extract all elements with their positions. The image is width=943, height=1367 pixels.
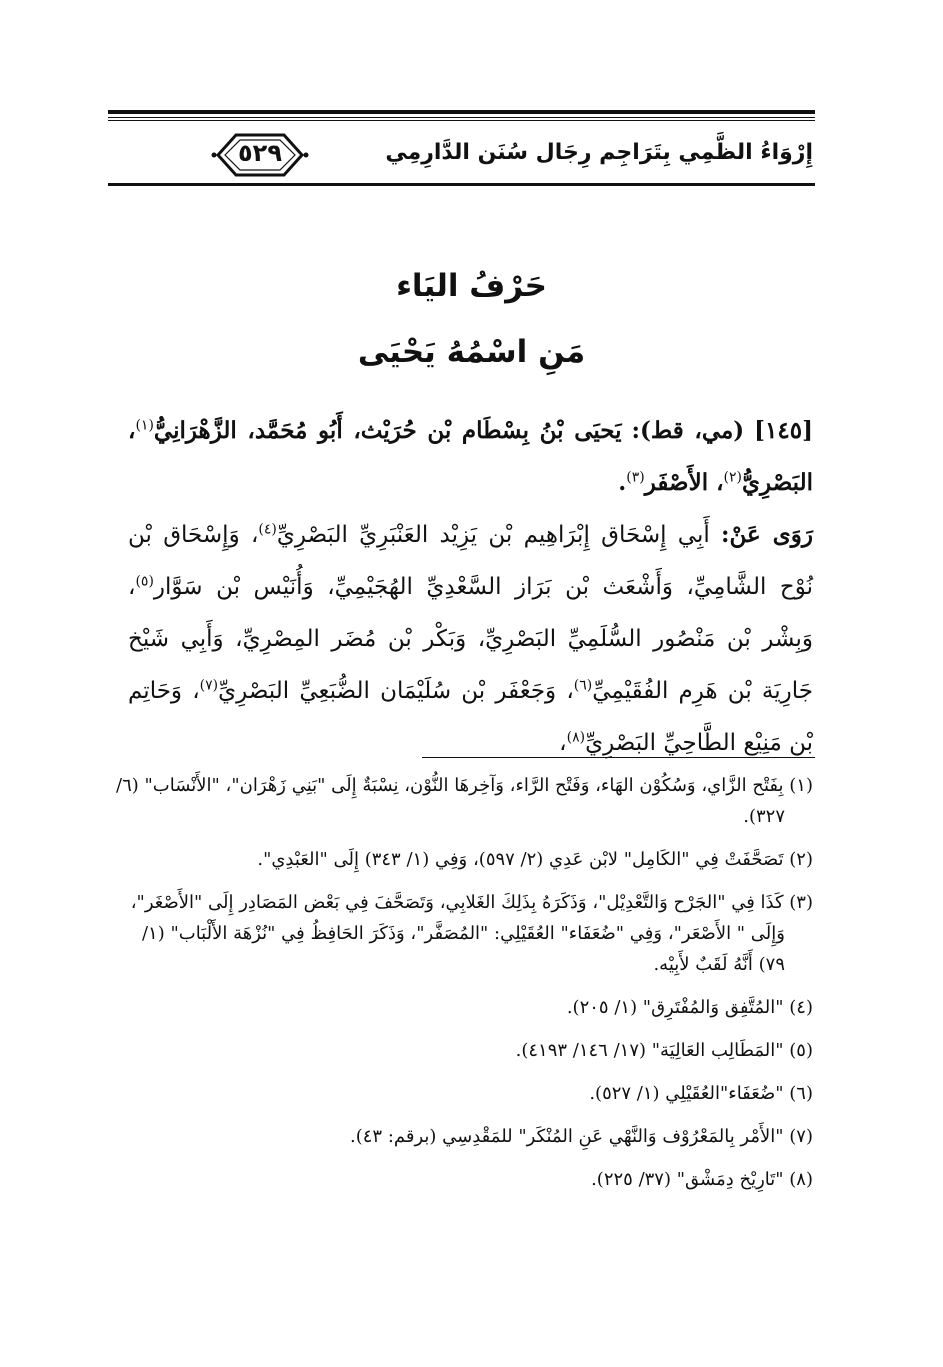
main-text [128, 405, 813, 769]
header-rule-bottom [108, 183, 815, 186]
footnote-6: (٦) "ضُعَفَاء"العُقَيْلِي (١/ ٥٢٧). [589, 1083, 813, 1104]
entry-nisba: البَصْرِيُّ [742, 469, 813, 496]
page-number-badge [210, 127, 310, 183]
entry-laqab: الأَصْفَر [644, 469, 709, 496]
footnote-4: (٤) "المُتَّفِق وَالمُفْتَرِق" (١/ ٢٠٥). [566, 997, 813, 1018]
footnote-5: (٥) "المَطَالِب العَالِيَة" (١٧/ ١٤٦/ ٤١٩٣). [515, 1040, 813, 1061]
narrators-text-4: ، وَجَعْفَر بْن سُلَيْمَان الضُّبَعِيِّ البَصْرِيِّ [218, 678, 574, 704]
entry-number: [١٤٥] [754, 417, 813, 444]
footnote-1: (١) بِفَتْح الزَّاي، وَسُكُوْن الهَاء، وَفَتْح الرَّاء، وَآخِرهَا النُّوْن، نِسْبَةٌ إِلَى "بَنِي زَهْرَان"، "الأَنْسَاب" (٦/ ٣٢٧). [116, 775, 813, 827]
footnote-8: (٨) "تَارِيْخ دِمَشْق" (٣٧/ ٢٢٥). [591, 1169, 813, 1190]
entry-sigla: (مي، قط): [631, 417, 745, 444]
footnote-ref-3[interactable]: (٣) [626, 469, 645, 486]
entry-separator-1: ، [128, 417, 136, 444]
footnote-ref-7[interactable]: (٧) [199, 677, 219, 694]
entry-name: يَحيَى بْنُ بِسْطَام بْن حُرَيْث، أَبُو مُحَمَّد، الزَّهْرَانِيُّ [153, 417, 622, 444]
footnote-ref-6[interactable]: (٦) [573, 677, 593, 694]
footnote-ref-8[interactable]: (٨) [566, 729, 586, 746]
running-title: إِرْوَاءُ الظَّمِي بِتَرَاجِم رِجَال سُنَن الدَّارِمِي [385, 140, 813, 165]
entry-end: . [618, 469, 627, 496]
footnote-7: (٧) "الأَمْر بِالمَعْرُوْف وَالنَّهْي عَنِ المُنْكَر" للمَقْدِسِي (برقم: ٤٣). [350, 1126, 813, 1147]
header-rule-thin-2 [108, 120, 815, 121]
entry-separator-2: ، [708, 469, 724, 496]
narrators-text-3: ، وَبِشْر بْن مَنْصُور السُّلَمِيِّ البَصْرِيِّ، وَبَكْر بْن مُضَر المِصْرِيِّ، وَأَبِي شَيْخ جَارِيَة بْن هَرِم الفُقَيْمِيِّ [128, 574, 813, 704]
narrators-paragraph [128, 509, 813, 769]
letter-section-heading: حَرْفُ اليَاء [396, 268, 547, 304]
footnote-2: (٢) تَصَحَّفَتْ فِي "الكَامِل" لابْن عَدِي (٢/ ٥٩٧)، وَفِي (١/ ٣٤٣) إِلَى "العَبْدِي". [257, 849, 813, 870]
entry-heading [128, 405, 813, 509]
footnote-ref-1[interactable]: (١) [135, 417, 154, 434]
footnotes [113, 770, 813, 1207]
header-rule-thin-1 [108, 117, 815, 118]
narrators-label: رَوَى عَنْ: [721, 521, 813, 548]
footnote-ref-2[interactable]: (٢) [723, 469, 743, 486]
footnote-separator [422, 757, 815, 758]
footnote-ref-4[interactable]: (٤) [258, 521, 277, 538]
page-number: ٥٢٩ [238, 139, 282, 167]
footnote-3: (٣) كَذَا فِي "الجَرْح وَالتَّعْدِيْل"، وَذَكَرَهُ بِذَلِكَ الغَلابِي، وَتَصَحَّفَ فِي بَعْض المَصَادِر إِلَى "الأَصْغَر"، وَإِلَى " الأَصْعَر"، وَفِي "ضُعَفَاء" العُقَيْلِي: "المُصَفَّر"، وَذَكَرَ الحَافِظُ فِي "نُزْهَة الأَلْبَاب" (١/ ٧٩) أَنَّهُ لَقَبٌ لأَبِيْه. [130, 892, 813, 975]
footnote-ref-5[interactable]: (٥) [135, 573, 154, 590]
header-rule-top [108, 110, 815, 114]
name-section-heading: مَنِ اسْمُهُ يَحْيَى [357, 334, 586, 370]
narrators-text-5: ، وَحَاتِم بْن مَنِيْع الطَّاحِيِّ البَصْرِيِّ [128, 678, 813, 756]
narrators-text-1: أَبِي إِسْحَاق إِبْرَاهِيم بْن يَزِيْد العَنْبَرِيِّ البَصْرِيِّ [276, 522, 722, 548]
narrators-end: ، [559, 730, 567, 756]
narrators-text-2: ، وَإِسْحَاق بْن نُوْح الشَّامِيِّ، وَأَشْعَث بْن بَرَاز السَّعْدِيِّ الهُجَيْمِيِّ، وَأُنَيْس بْن سَوَّار [128, 522, 813, 600]
